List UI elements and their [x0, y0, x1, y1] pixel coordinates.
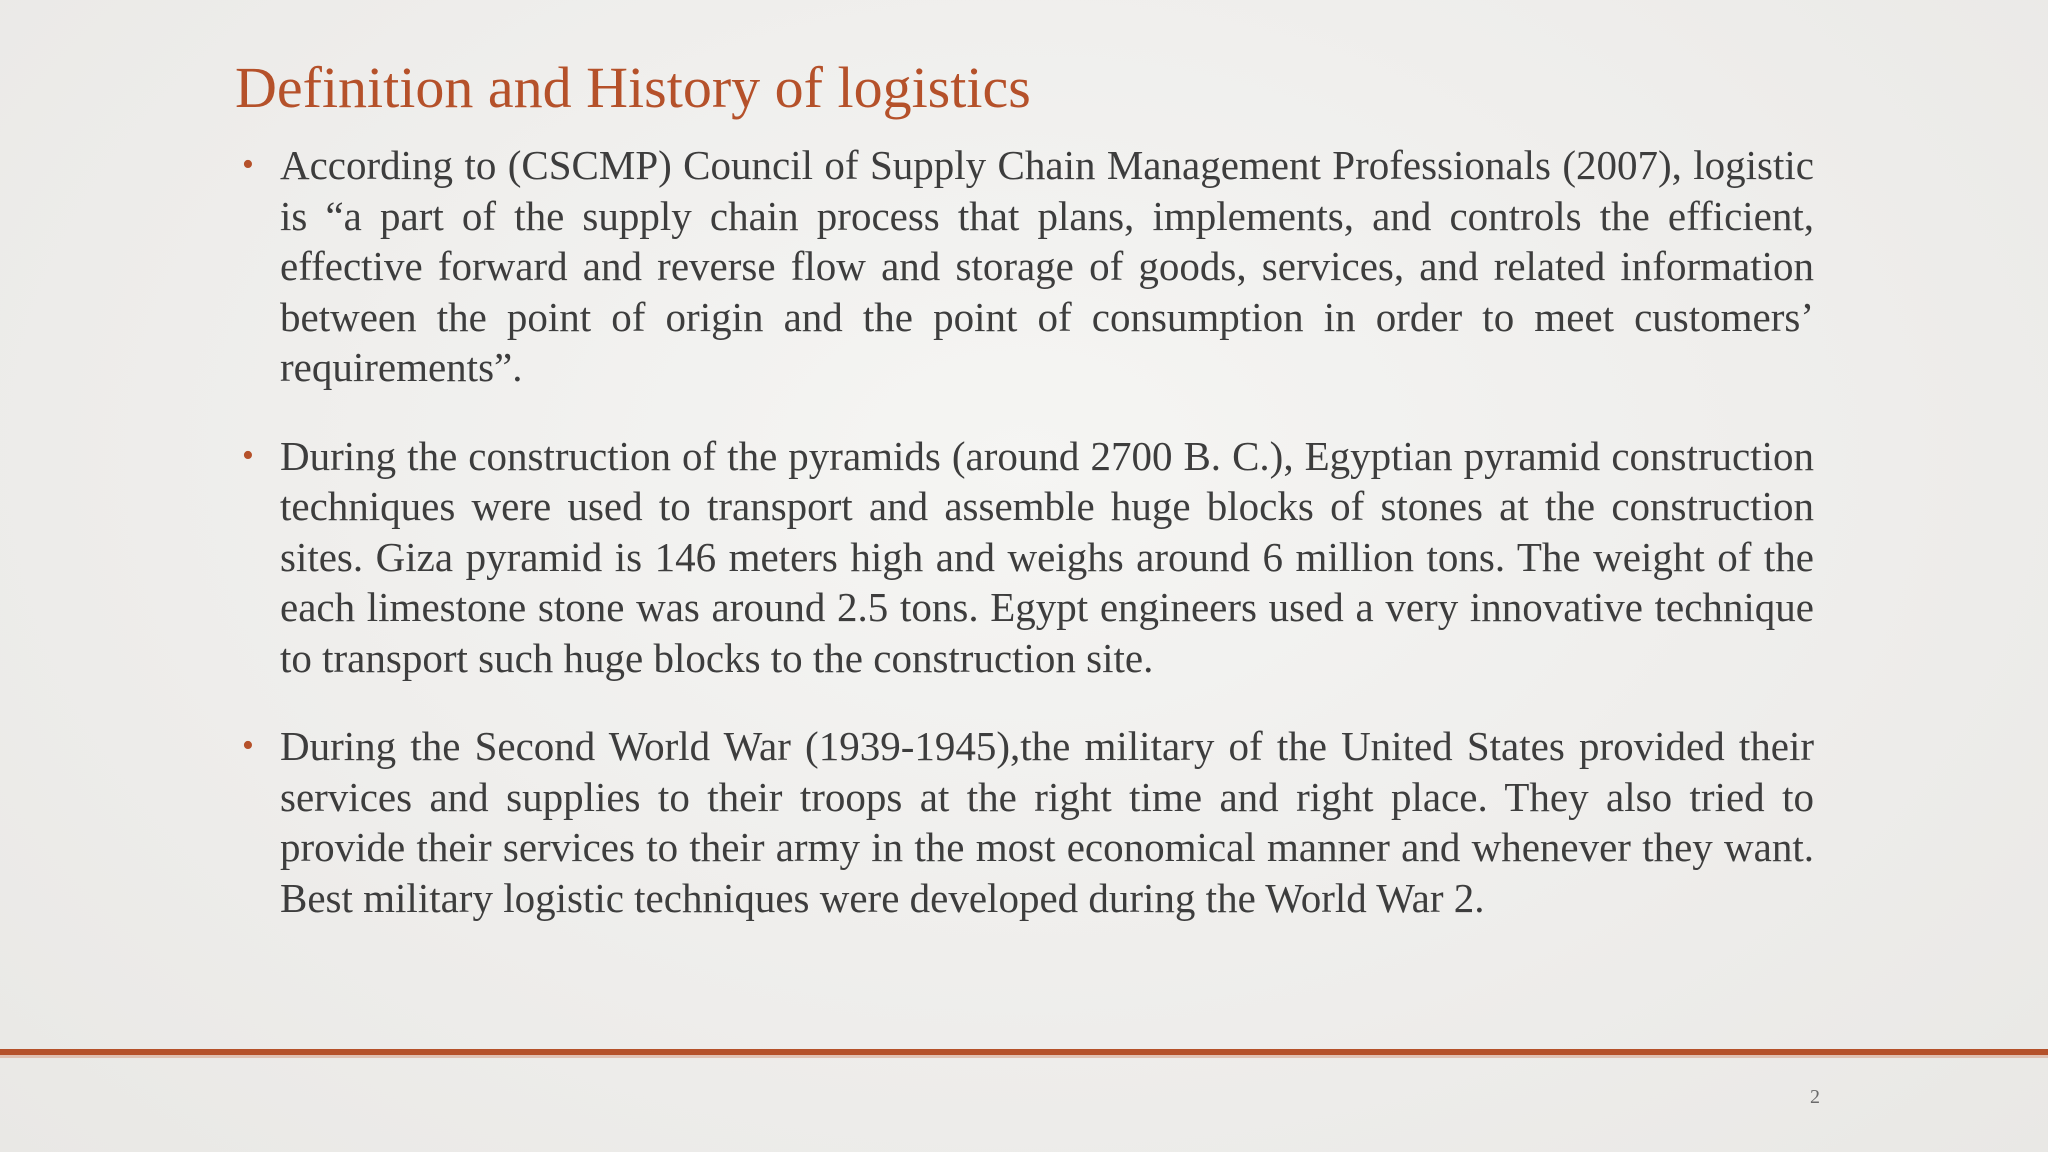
- bullet-text: During the Second World War (1939-1945),the military of the United States provided their services and supplies to their troops at the right time and right place. They also tried to provide their services to their army in the most economical manner and whenever they want. Best military logistic techniques were developed during the World War 2.: [280, 723, 1814, 921]
- slide-title: Definition and History of logistics: [235, 55, 1031, 120]
- bullet-icon: •: [242, 146, 254, 183]
- footer-divider-shadow: [0, 1055, 2048, 1058]
- bullet-text: According to (CSCMP) Council of Supply Chain Management Professionals (2007), logistic is “a part of the supply chain process that plans, implements, and controls the efficient, effective forward and reverse flow and storage of goods, services, and related information between the point of origin and the point of consumption in order to meet customers’ requirements”.: [280, 142, 1814, 390]
- bullet-list: [236, 140, 1814, 961]
- bullet-item-pyramids: [236, 431, 1814, 684]
- bullet-item-cscmp-definition: [236, 140, 1814, 393]
- bullet-item-world-war: [236, 721, 1814, 923]
- page-number: 2: [1810, 1086, 1820, 1108]
- bullet-text: During the construction of the pyramids (around 2700 B. C.), Egyptian pyramid construction techniques were used to transport and assemble huge blocks of stones at the construction sites. Giza pyramid is 146 meters high and weighs around 6 million tons. The weight of the each limestone stone was around 2.5 tons. Egypt engineers used a very innovative technique to transport such huge blocks to the construction site.: [280, 432, 1814, 681]
- bullet-icon: •: [242, 436, 254, 474]
- bullet-icon: •: [242, 727, 254, 764]
